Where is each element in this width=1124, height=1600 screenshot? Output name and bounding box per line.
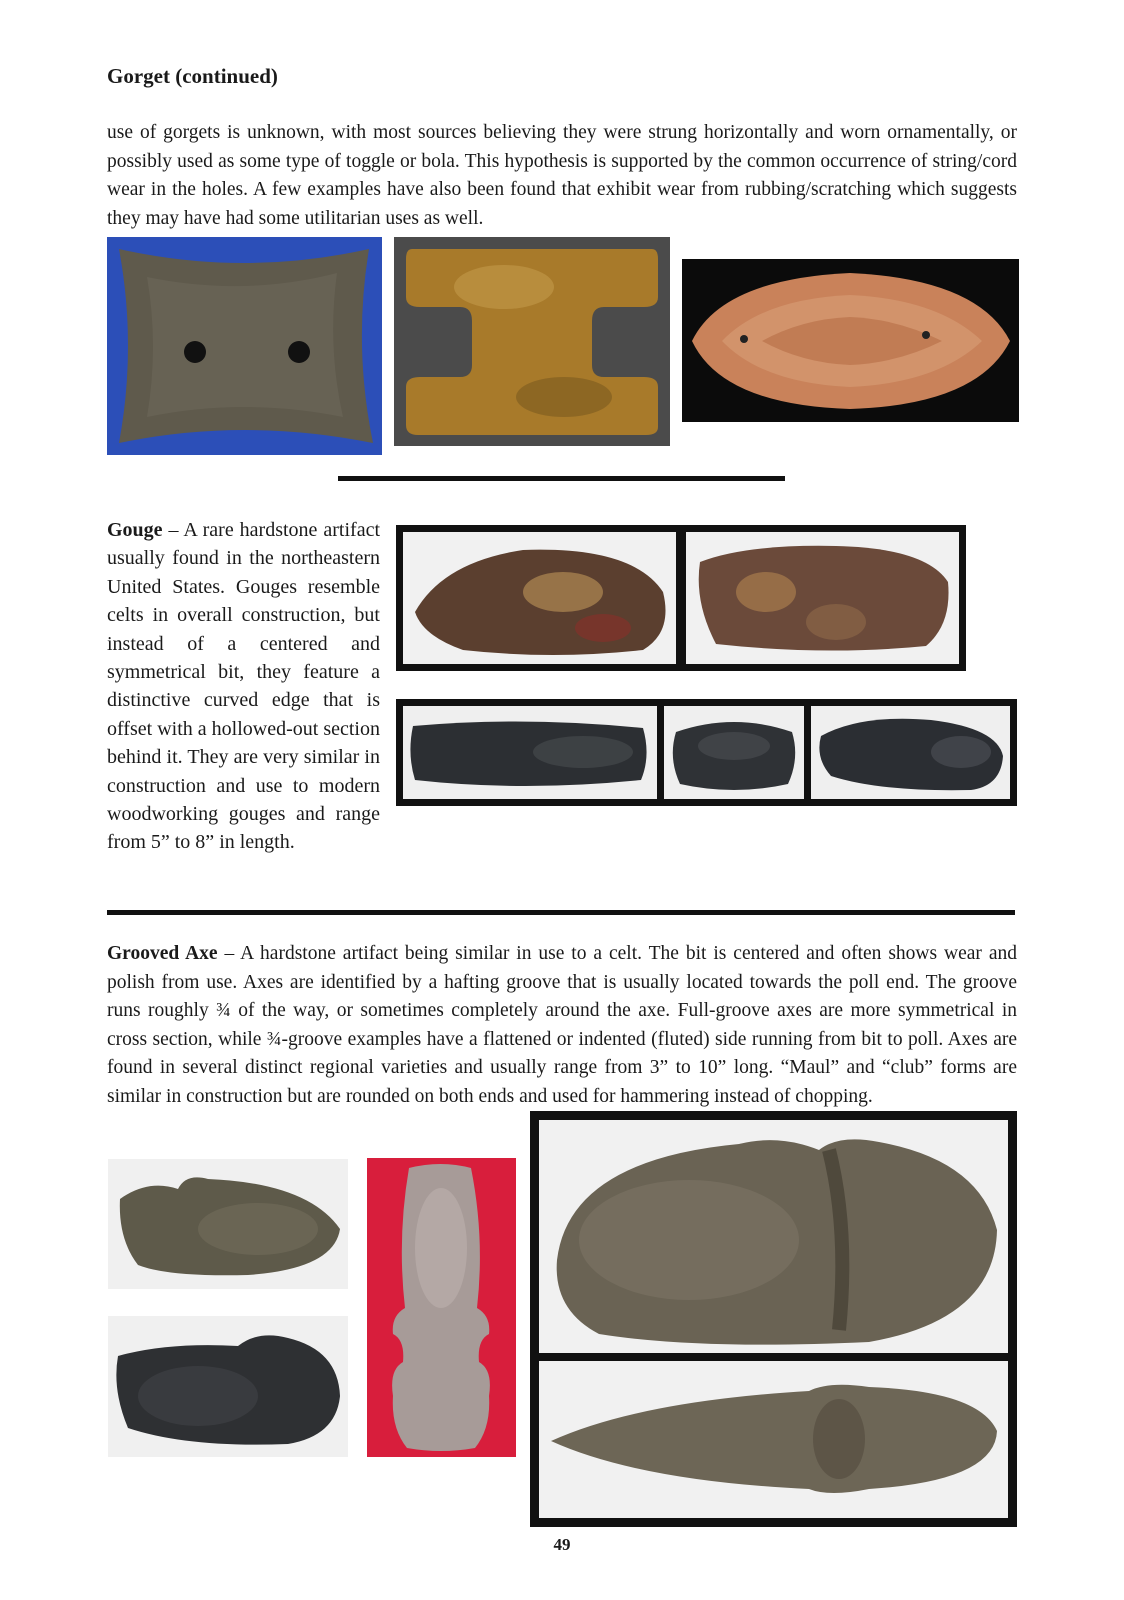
page-number: 49 bbox=[553, 1535, 571, 1554]
axe-photo-large-1 bbox=[539, 1120, 1008, 1353]
gouge-photo-4 bbox=[664, 706, 804, 799]
gouge-term: Gouge bbox=[107, 519, 163, 541]
axe-photo-1 bbox=[108, 1159, 348, 1289]
grooved-axe-description: – A hardstone artifact being similar in use to a celt. The bit is centered and often shows wear and polish from use. Axes are identified by a hafting groove that is usually located towards the poll end. The groove runs roughly ¾ of the way, or sometimes completely around the axe. Full-groove axes are more symmetrical in cross section, while ¾-groove examples have a flattened or indented (fluted) side running from bit to poll. Axes are found in several distinct regional varieties and usually range from 3” to 10” long. “Maul” and “club” forms are similar in construction but are rounded on both ends and used for hammering instead of chopping. bbox=[107, 943, 1018, 1107]
axe-photo-frame-large bbox=[530, 1111, 1017, 1527]
gorget-photo-blue bbox=[107, 237, 382, 455]
grooved-axe-paragraph bbox=[107, 940, 1017, 1111]
gouge-photo-1 bbox=[403, 532, 676, 664]
gouge-photo-frame-bottom bbox=[396, 699, 1017, 806]
gouge-photo-2 bbox=[686, 532, 959, 664]
gouge-paragraph bbox=[107, 516, 380, 857]
gouge-photo-frame-top bbox=[396, 525, 966, 671]
gorget-paragraph: use of gorgets is unknown, with most sources believing they were strung horizontally and worn ornamentally, or possibly used as some type of toggle or bola. This hypothesis is supported by the common occurrence of string/cord wear in the holes. A few examples have also been found that exhibit wear from rubbing/scratching which suggests they may have had some utilitarian uses as well. bbox=[107, 122, 1017, 229]
gorget-photo-banded bbox=[682, 259, 1019, 422]
grooved-axe-term: Grooved Axe bbox=[107, 943, 218, 964]
gouge-photo-3 bbox=[403, 706, 657, 799]
axe-photo-large-2 bbox=[539, 1361, 1008, 1518]
gorget-photo-gray bbox=[394, 237, 670, 446]
axe-photo-red bbox=[367, 1158, 516, 1457]
gouge-photo-5 bbox=[811, 706, 1010, 799]
section-divider bbox=[338, 476, 785, 481]
page-title: Gorget (continued) bbox=[107, 64, 278, 88]
section-divider bbox=[107, 910, 1015, 915]
axe-photo-2 bbox=[108, 1316, 348, 1457]
gouge-description: – A rare hardstone artifact usually found in the northeastern United States. Gouges resemble celts in overall construction, but instead of a centered and symmetrical bit, they feature a distinctive curved edge that is offset with a hollowed-out section behind it. They are very similar in construction and use to modern woodworking gouges and range from 5” to 8” in length. bbox=[107, 519, 380, 854]
